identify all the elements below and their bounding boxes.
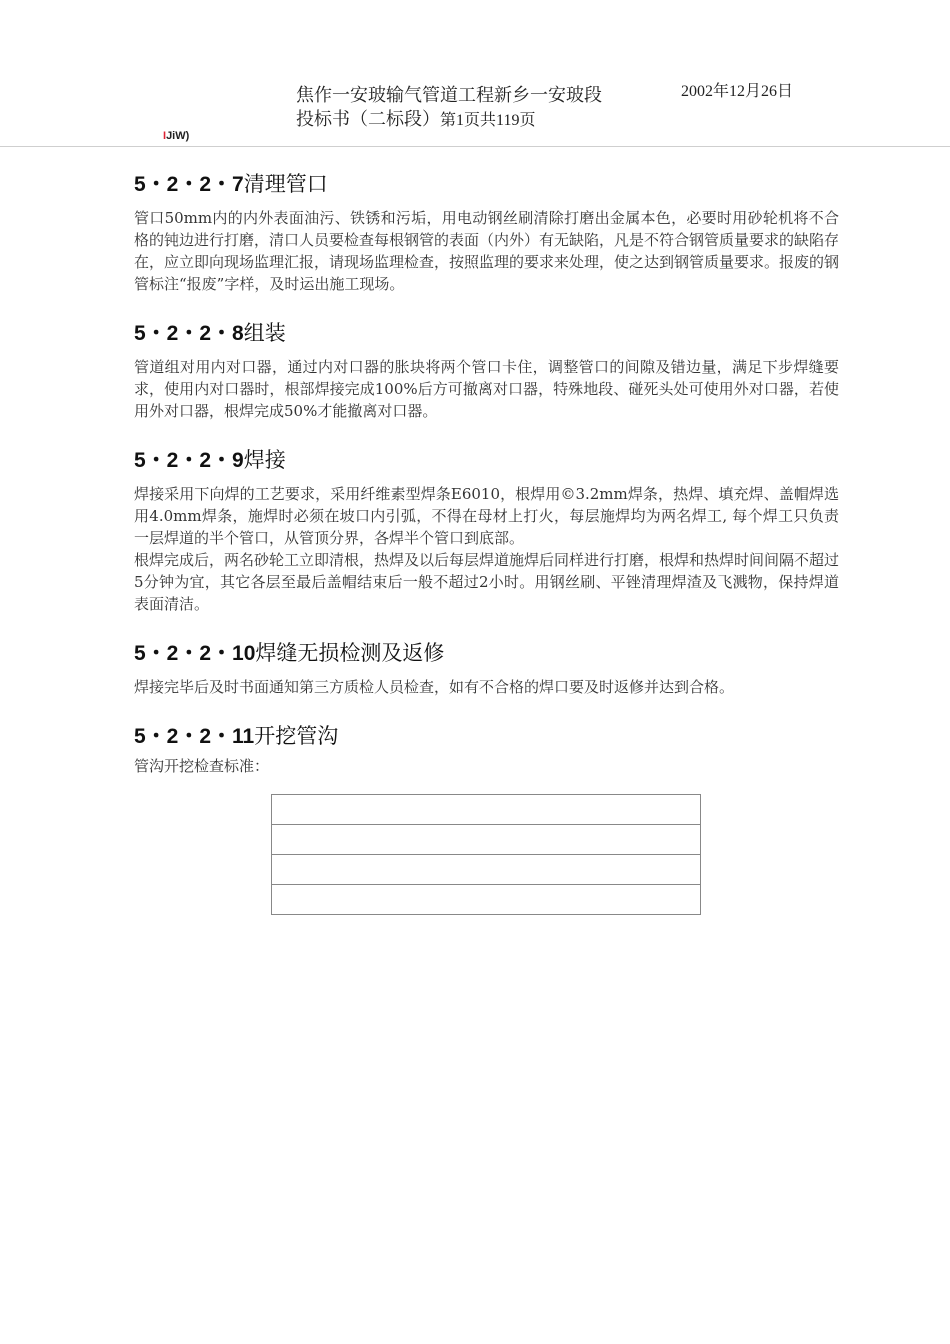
section-number: 5・2・2・9 xyxy=(134,449,244,472)
section-paragraph: 焊接完毕后及时书面通知第三方质检人员检查，如有不合格的焊口要及时返修并达到合格。 xyxy=(134,678,735,696)
section-heading xyxy=(134,317,839,350)
table-row xyxy=(272,825,701,855)
section-paragraph: 焊接采用下向焊的工艺要求，采用纤维素型焊条E6010，根焊用©3.2mm焊条，热焊、填充焊、盖帽焊选用4.0mm焊条，施焊时必须在坡口内引弧，不得在母材上打火，每层施焊均为两名焊工, 每个焊工只负责一层焊道的半个管口，从管顶分界，各焊半个管口到底部。 xyxy=(134,485,839,547)
table-cell xyxy=(272,825,701,855)
header-mark-prefix: I xyxy=(163,130,167,142)
page-word-1: 第 xyxy=(440,110,457,129)
header-divider xyxy=(0,146,950,147)
date-day: 26 xyxy=(761,83,778,100)
page-word-2: 页共 xyxy=(464,110,497,129)
table-cell xyxy=(272,885,701,915)
section-5-2-2-8 xyxy=(134,317,839,422)
section-5-2-2-9 xyxy=(134,444,839,615)
date-day-word: 日 xyxy=(777,81,794,100)
table-cell xyxy=(272,855,701,885)
section-5-2-2-7 xyxy=(134,168,839,295)
section-title: 焊接 xyxy=(243,448,286,472)
date-year-word: 年 xyxy=(713,81,730,100)
section-5-2-2-11 xyxy=(134,720,839,777)
section-5-2-2-10 xyxy=(134,637,839,698)
section-heading xyxy=(134,720,839,753)
header-title-line2 xyxy=(296,108,656,133)
section-title: 开挖管沟 xyxy=(254,724,339,748)
table-row xyxy=(272,855,701,885)
section-paragraph: 管道组对用内对口器，通过内对口器的胀块将两个管口卡住，调整管口的间隙及错边量，满足下步焊缝要求，使用内对口器时，根部焊接完成100%后方可撤离对口器，特殊地段、碰死头处可使用外对口器，若使用外对口器，根焊完成50%才能撤离对口器。 xyxy=(134,358,839,420)
document-body xyxy=(134,168,839,799)
section-title: 焊缝无损检测及返修 xyxy=(255,641,445,665)
header-title-prefix: 投标书（二标段） xyxy=(296,109,440,130)
header-mark xyxy=(163,130,189,142)
header-title-line1: 焦作一安玻输气管道工程新乡一安玻段 xyxy=(296,85,602,106)
section-heading xyxy=(134,168,839,201)
page-word-3: 页 xyxy=(519,110,536,129)
section-title: 组装 xyxy=(243,321,286,345)
document-header-title xyxy=(296,84,656,133)
table-row xyxy=(272,795,701,825)
section-title: 清理管口 xyxy=(243,172,328,196)
section-number: 5・2・2・7 xyxy=(134,173,244,196)
page-total: 119 xyxy=(496,112,520,129)
table-caption: 管沟开挖检查标准： xyxy=(134,757,270,775)
section-heading xyxy=(134,444,839,477)
page-indicator xyxy=(440,110,535,129)
section-paragraph: 根焊完成后，两名砂轮工立即清根，热焊及以后每层焊道施焊后同样进行打磨，根焊和热焊时间间隔不超过5分钟为宜，其它各层至最后盖帽结束后一般不超过2小时。用钢丝刷、平锉清理焊渣及飞溅物，保持焊道表面清洁。 xyxy=(134,551,840,613)
header-mark-rest: JiW) xyxy=(166,130,190,142)
date-month: 12 xyxy=(729,83,746,100)
section-number: 5・2・2・11 xyxy=(134,725,255,748)
table-body xyxy=(272,795,701,915)
page-number: 1 xyxy=(456,112,465,129)
table-cell xyxy=(272,795,701,825)
date-year: 2002 xyxy=(681,83,713,100)
trench-inspection-table xyxy=(271,794,701,915)
section-number: 5・2・2・10 xyxy=(134,642,256,665)
section-number: 5・2・2・8 xyxy=(134,322,244,345)
date-month-word: 月 xyxy=(745,81,762,100)
table-row xyxy=(272,885,701,915)
section-heading xyxy=(134,637,839,670)
document-date xyxy=(681,78,793,101)
section-paragraph: 管口50mm内的内外表面油污、铁锈和污垢，用电动钢丝刷清除打磨出金属本色，必要时用砂轮机将不合格的钝边进行打磨，清口人员要检查每根钢管的表面（内外）有无缺陷，凡是不符合钢管质量要求的缺陷存在，应立即向现场监理汇报，请现场监理检查，按照监理的要求来处理，使之达到钢管质量要求。报废的钢管标注“报废”字样，及时运出施工现场。 xyxy=(134,209,840,293)
